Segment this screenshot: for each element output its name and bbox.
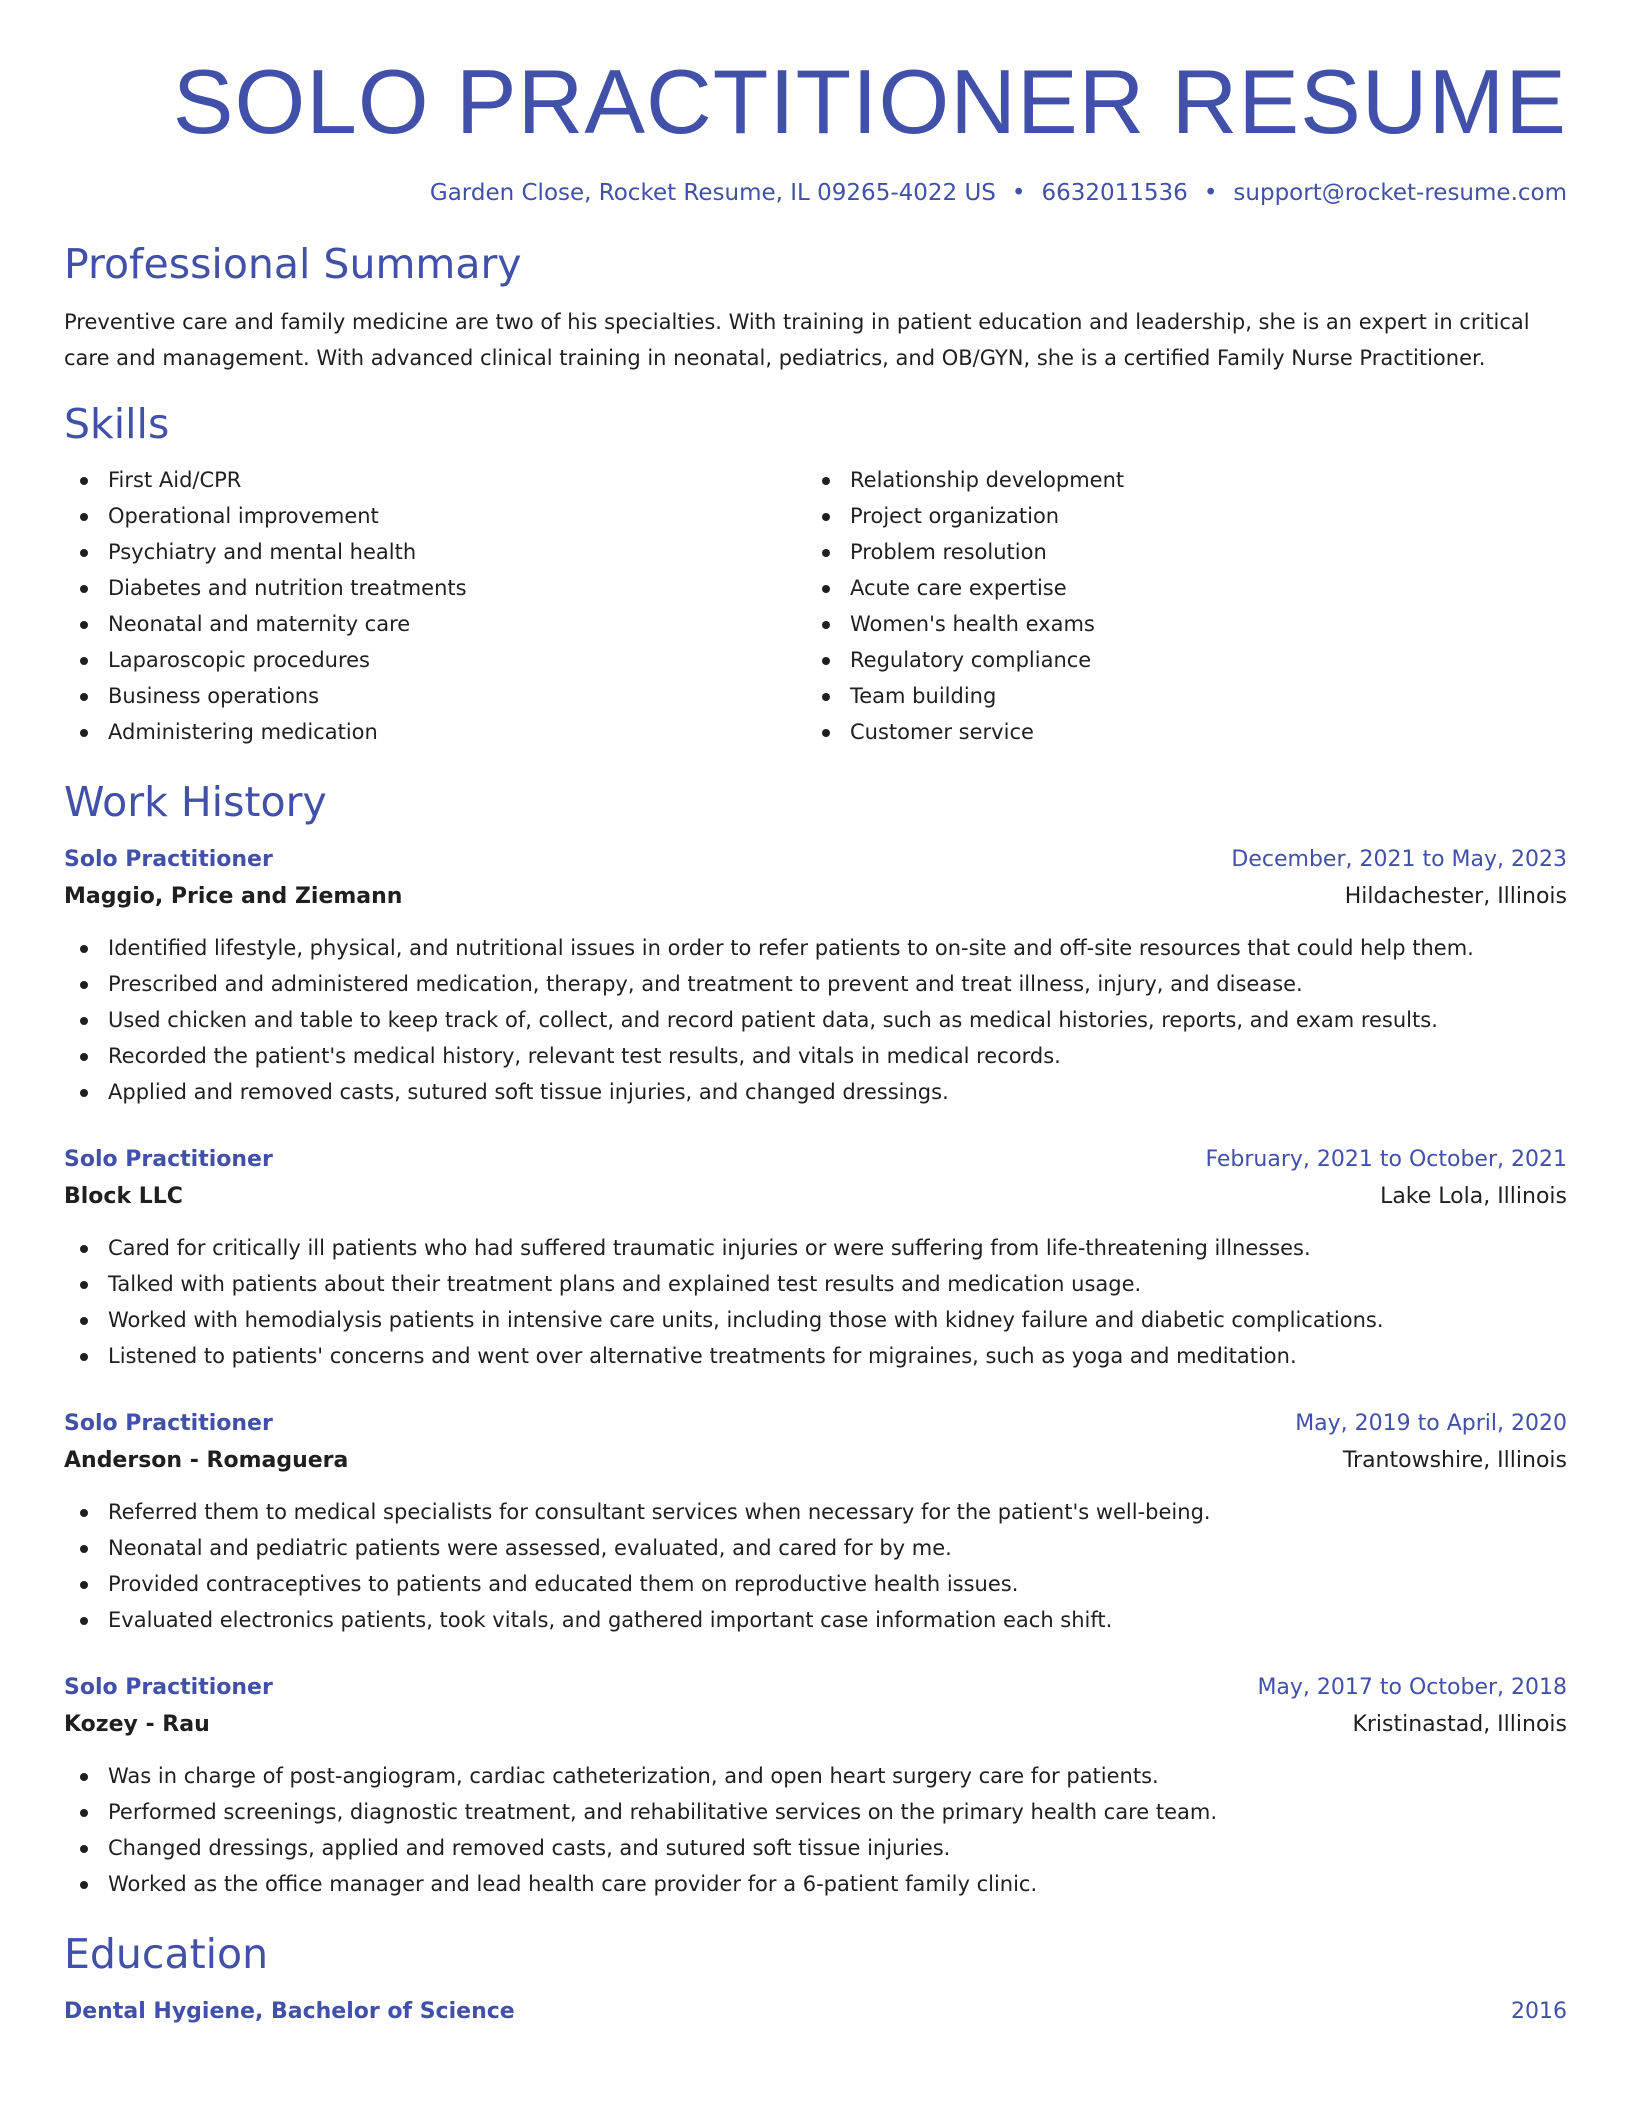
skill-item: First Aid/CPR: [64, 462, 806, 498]
job-bullet: Referred them to medical specialists for consultant services when necessary for the patient's well-being.: [64, 1494, 1567, 1530]
job-entry: [64, 842, 1567, 1110]
contact-phone: 6632011536: [1041, 180, 1188, 206]
job-header: [64, 1406, 1567, 1442]
job-location: Hildachester, Illinois: [1344, 884, 1567, 909]
job-bullet: Evaluated electronics patients, took vitals, and gathered important case information each shift.: [64, 1602, 1567, 1638]
education-entry: [64, 1994, 1567, 2030]
job-header: [64, 842, 1567, 878]
job-entry: [64, 1406, 1567, 1638]
job-dates: December, 2021 to May, 2023: [1231, 847, 1567, 872]
job-bullets: [64, 1230, 1567, 1374]
contact-address: Garden Close, Rocket Resume, IL 09265-4022 US: [429, 180, 996, 206]
job-bullets: [64, 1758, 1567, 1902]
job-bullet: Was in charge of post-angiogram, cardiac catheterization, and open heart surgery care for patients.: [64, 1758, 1567, 1794]
section-heading-education: Education: [64, 1930, 269, 1978]
job-header: [64, 1142, 1567, 1178]
job-employer: [64, 878, 1567, 916]
skill-item: Team building: [806, 678, 1548, 714]
contact-email: support@rocket-resume.com: [1233, 180, 1567, 206]
job-bullet: Talked with patients about their treatment plans and explained test results and medication usage.: [64, 1266, 1567, 1302]
skill-item: Acute care expertise: [806, 570, 1548, 606]
job-company: Anderson - Romaguera: [64, 1448, 349, 1473]
job-location: Kristinastad, Illinois: [1352, 1712, 1567, 1737]
job-employer: [64, 1442, 1567, 1480]
job-bullet: Applied and removed casts, sutured soft tissue injuries, and changed dressings.: [64, 1074, 1567, 1110]
skills-list: [64, 462, 1567, 750]
skill-item: Relationship development: [806, 462, 1548, 498]
job-header: [64, 1670, 1567, 1706]
job-location: Lake Lola, Illinois: [1380, 1184, 1567, 1209]
job-dates: February, 2021 to October, 2021: [1205, 1147, 1567, 1172]
job-bullet: Changed dressings, applied and removed casts, and sutured soft tissue injuries.: [64, 1830, 1567, 1866]
job-company: Block LLC: [64, 1184, 183, 1209]
skill-item: Customer service: [806, 714, 1548, 750]
contact-separator: •: [1203, 180, 1218, 206]
education-year: 2016: [1511, 1999, 1567, 2024]
job-title: Solo Practitioner: [64, 1411, 273, 1436]
job-location: Trantowshire, Illinois: [1342, 1448, 1567, 1473]
job-bullet: Prescribed and administered medication, therapy, and treatment to prevent and treat illness, injury, and disease.: [64, 966, 1567, 1002]
resume-page: [64, 0, 1567, 2030]
section-heading-skills: Skills: [64, 400, 170, 448]
job-bullet: Worked as the office manager and lead health care provider for a 6-patient family clinic.: [64, 1866, 1567, 1902]
job-bullet: Cared for critically ill patients who had suffered traumatic injuries or were suffering from life-threatening illnesses.: [64, 1230, 1567, 1266]
job-entry: [64, 1142, 1567, 1374]
job-company: Kozey - Rau: [64, 1712, 210, 1737]
job-bullet: Neonatal and pediatric patients were assessed, evaluated, and cared for by me.: [64, 1530, 1567, 1566]
skill-item: Neonatal and maternity care: [64, 606, 806, 642]
education-degree: Dental Hygiene, Bachelor of Science: [64, 1999, 515, 2024]
contact-line: [64, 176, 1567, 210]
skill-item: Problem resolution: [806, 534, 1548, 570]
skills-column-right: [806, 462, 1548, 750]
skill-item: Diabetes and nutrition treatments: [64, 570, 806, 606]
job-bullet: Identified lifestyle, physical, and nutritional issues in order to refer patients to on-site and off-site resources that could help them.: [64, 930, 1567, 966]
skills-column-left: [64, 462, 806, 750]
section-heading-summary: Professional Summary: [64, 240, 522, 288]
job-bullets: [64, 930, 1567, 1110]
job-company: Maggio, Price and Ziemann: [64, 884, 403, 909]
skill-item: Psychiatry and mental health: [64, 534, 806, 570]
skill-item: Administering medication: [64, 714, 806, 750]
job-title: Solo Practitioner: [64, 1147, 273, 1172]
skill-item: Women's health exams: [806, 606, 1548, 642]
resume-title: SOLO PRACTITIONER RESUME: [172, 52, 1567, 153]
job-title: Solo Practitioner: [64, 847, 273, 872]
job-bullets: [64, 1494, 1567, 1638]
section-heading-work-history: Work History: [64, 778, 327, 826]
skill-item: Laparoscopic procedures: [64, 642, 806, 678]
job-bullet: Provided contraceptives to patients and educated them on reproductive health issues.: [64, 1566, 1567, 1602]
job-bullet: Used chicken and table to keep track of, collect, and record patient data, such as medical histories, reports, and exam results.: [64, 1002, 1567, 1038]
job-bullet: Worked with hemodialysis patients in intensive care units, including those with kidney failure and diabetic complications.: [64, 1302, 1567, 1338]
job-dates: May, 2019 to April, 2020: [1295, 1411, 1567, 1436]
job-employer: [64, 1706, 1567, 1744]
resume-header: [64, 52, 1567, 210]
job-bullet: Listened to patients' concerns and went over alternative treatments for migraines, such as yoga and meditation.: [64, 1338, 1567, 1374]
job-title: Solo Practitioner: [64, 1675, 273, 1700]
job-bullet: Recorded the patient's medical history, relevant test results, and vitals in medical records.: [64, 1038, 1567, 1074]
job-entry: [64, 1670, 1567, 1902]
contact-separator: •: [1011, 180, 1026, 206]
job-bullet: Performed screenings, diagnostic treatment, and rehabilitative services on the primary health care team.: [64, 1794, 1567, 1830]
skill-item: Business operations: [64, 678, 806, 714]
skill-item: Operational improvement: [64, 498, 806, 534]
skill-item: Regulatory compliance: [806, 642, 1548, 678]
skill-item: Project organization: [806, 498, 1548, 534]
job-dates: May, 2017 to October, 2018: [1257, 1675, 1567, 1700]
summary-text: Preventive care and family medicine are two of his specialties. With training in patient education and leadership, she is an expert in critical care and management. With advanced clinical training in neonatal, pediatrics, and OB/GYN, she is a certified Family Nurse Practitioner.: [64, 310, 1530, 370]
job-employer: [64, 1178, 1567, 1216]
